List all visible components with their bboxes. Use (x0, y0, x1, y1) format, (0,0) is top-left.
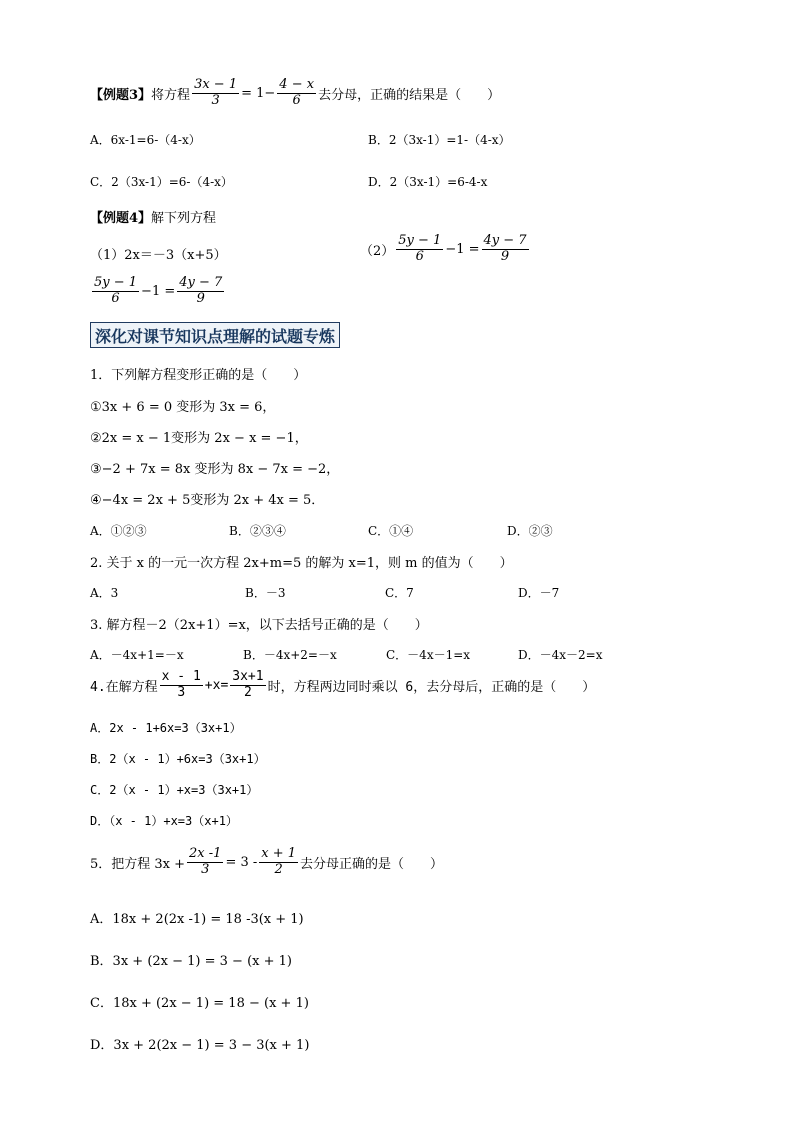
question5-fraction-left (187, 847, 223, 878)
example3-option-d: D．2（3x-1）=6-4-x (368, 175, 488, 189)
fraction-numerator: x + 1 (261, 846, 297, 861)
question5-tail: 去分母正确的是（ ） (300, 856, 444, 872)
equation-fraction (396, 234, 443, 265)
question4-option-b: B．2（x - 1）+6x=3（3x+1） (90, 752, 266, 766)
example3-fraction-right (277, 78, 316, 109)
example4-repeated-equation (90, 276, 226, 307)
fraction-numerator: 4y − 7 (483, 233, 527, 248)
equation-fraction (92, 276, 139, 307)
example4-title: 解下列方程 (151, 211, 217, 226)
fraction-denominator: 6 (111, 290, 120, 306)
question1-option-c: C．①④ (368, 524, 414, 538)
fraction-denominator: 9 (500, 248, 510, 264)
example4-heading (90, 207, 216, 226)
question1-option-a: A．①②③ (90, 524, 147, 538)
example3-tail: 去分母，正确的结果是（ ） (318, 87, 501, 103)
question5-lead: 5．把方程 3x + (90, 856, 186, 872)
question3-option-b: B．－4x+2=－x (243, 648, 337, 662)
question1-stem: 1．下列解方程变形正确的是（ ） (90, 368, 307, 383)
question2-option-b: B．－3 (245, 586, 286, 600)
question3-stem: 3. 解方程－2（2x+1）=x，以下去括号正确的是（ ） (90, 618, 428, 633)
question1-item: ②2x = x − 1变形为 2x − x = −1， (90, 431, 308, 446)
equation-fraction (482, 234, 529, 265)
question4-mid: +x= (204, 677, 229, 693)
fraction-denominator: 3 (177, 684, 186, 700)
fraction-denominator: 3 (211, 92, 220, 108)
fraction-numerator: 4 − x (279, 77, 315, 92)
fraction-denominator: 6 (415, 248, 424, 264)
question4-stem (90, 670, 595, 701)
question5-stem (90, 847, 443, 878)
fraction-denominator: 2 (274, 861, 283, 877)
fraction-numerator: 4y − 7 (179, 275, 223, 290)
question1-item: ④−4x = 2x + 5变形为 2x + 4x = 5． (90, 493, 325, 508)
fraction-numerator: x - 1 (161, 669, 201, 684)
question3-option-c: C．－4x－1=x (386, 648, 471, 662)
question2-option-d: D．－7 (518, 586, 560, 600)
equation-fraction (177, 276, 224, 307)
example3-tag: 【例题3】 (90, 87, 152, 103)
fraction-numerator: 3x − 1 (194, 77, 238, 92)
question5-option-d: D．3x + 2(2x − 1) = 3 − 3(x + 1) (90, 1038, 310, 1053)
question4-option-c: C．2（x - 1）+x=3（3x+1） (90, 783, 259, 797)
fraction-numerator: 2x -1 (189, 846, 222, 861)
fraction-numerator: 5y − 1 (398, 233, 442, 248)
question1-option-b: B．②③④ (229, 524, 286, 538)
question4-option-a: A．2x - 1+6x=3（3x+1） (90, 721, 242, 735)
fraction-numerator: 3x+1 (232, 669, 264, 684)
question4-fraction-right (230, 670, 265, 701)
example4-part2 (360, 234, 531, 265)
example4-part1: （1）2x＝－3（x+5） (90, 248, 227, 263)
equation-mid: −1 = (141, 283, 176, 299)
question5-fraction-right (259, 847, 298, 878)
example3-fraction-left (192, 78, 239, 109)
question3-option-d: D．－4x－2=x (518, 648, 603, 662)
question5-mid: = 3 - (225, 854, 258, 870)
example3-equals: = 1− (241, 85, 276, 101)
question1-item: ③−2 + 7x = 8x 变形为 8x − 7x = −2， (90, 462, 340, 477)
question4-lead: 4.在解方程 (90, 679, 158, 695)
fraction-denominator: 3 (201, 861, 210, 877)
question5-option-b: B．3x + (2x − 1) = 3 − (x + 1) (90, 954, 292, 969)
fraction-denominator: 9 (196, 290, 205, 306)
example3-option-c: C．2（3x-1）=6-（4-x） (90, 175, 233, 189)
question1-item: ①3x + 6 = 0 变形为 3x = 6， (90, 400, 276, 415)
fraction-denominator: 2 (244, 684, 252, 700)
example4-tag: 【例题4】 (90, 211, 152, 226)
question4-fraction-left (160, 670, 203, 701)
question4-tail: 时，方程两边同时乘以 6，去分母后，正确的是（ ） (267, 679, 596, 695)
question5-option-c: C．18x + (2x − 1) = 18 − (x + 1) (90, 996, 309, 1011)
question4-option-d: D．（x - 1）+x=3（x+1） (90, 814, 238, 828)
question1-option-d: D．②③ (507, 524, 553, 538)
section-banner: 深化对课节知识点理解的试题专炼 (90, 322, 340, 348)
question2-option-c: C．7 (385, 586, 414, 600)
question3-option-a: A．－4x+1=－x (90, 648, 184, 662)
example3-option-b: B．2（3x-1）=1-（4-x） (368, 133, 511, 147)
example3-stem (90, 78, 500, 109)
question2-stem: 2. 关于 x 的一元一次方程 2x+m=5 的解为 x=1，则 m 的值为（ ） (90, 556, 513, 571)
question5-option-a: A．18x + 2(2x -1) = 18 -3(x + 1) (90, 912, 304, 927)
fraction-numerator: 5y − 1 (94, 275, 138, 290)
example4-part2-label: （2） (360, 243, 395, 259)
equation-mid: −1 = (445, 241, 480, 257)
example3-lead: 将方程 (151, 87, 191, 103)
example3-option-a: A．6x-1=6-（4-x） (90, 133, 201, 147)
fraction-denominator: 6 (292, 92, 301, 108)
question2-option-a: A．3 (90, 586, 119, 600)
